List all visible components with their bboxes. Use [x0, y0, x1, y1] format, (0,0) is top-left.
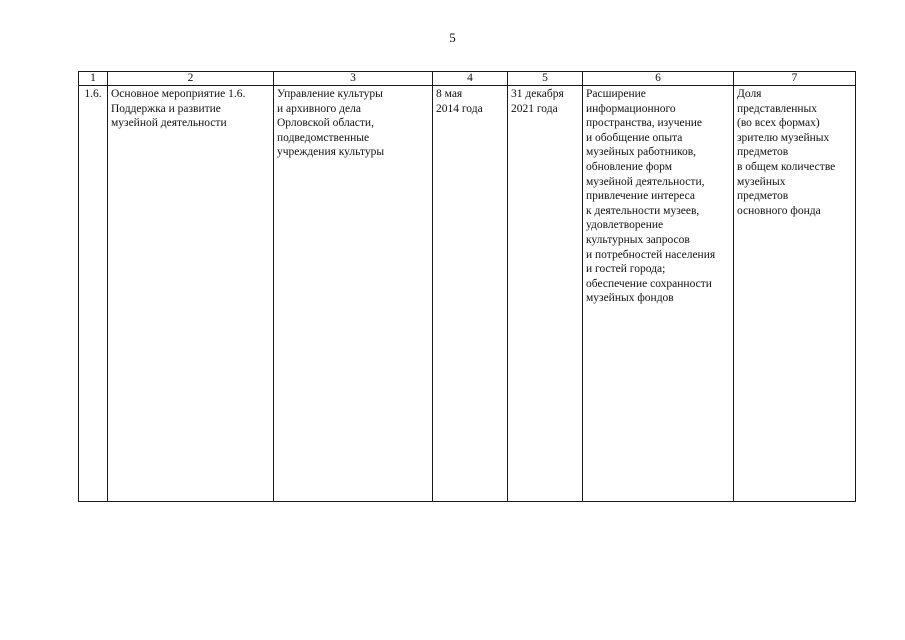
header-cell-3: 3	[274, 72, 433, 86]
header-cell-6: 6	[583, 72, 734, 86]
header-cell-4: 4	[433, 72, 508, 86]
row-number-cell: 1.6.	[79, 86, 108, 502]
header-cell-2: 2	[108, 72, 274, 86]
start-date-cell: 8 мая 2014 года	[433, 86, 508, 502]
table-row	[79, 86, 856, 502]
header-cell-1: 1	[79, 72, 108, 86]
end-date-cell: 31 декабря 2021 года	[508, 86, 583, 502]
page-number: 5	[449, 30, 456, 45]
event-name-cell: Основное мероприятие 1.6. Поддержка и развитие музейной деятельности	[108, 86, 274, 502]
expected-result-cell: Расширение информационного пространства, изучение и обобщение опыта музейных работников, обновление форм музейной деятельности, привлечение интереса к деятельности музеев, удовлетворение культурных запросов и потребностей населения и гостей города; обеспечение сохранности музейных фондов	[583, 86, 734, 502]
program-table	[78, 71, 856, 502]
table-header-row	[79, 72, 856, 86]
executor-cell: Управление культуры и архивного дела Орловской области, подведомственные учреждения культуры	[274, 86, 433, 502]
header-cell-5: 5	[508, 72, 583, 86]
header-cell-7: 7	[734, 72, 856, 86]
indicator-cell: Доля представленных (во всех формах) зрителю музейных предметов в общем количестве музейных предметов основного фонда	[734, 86, 856, 502]
